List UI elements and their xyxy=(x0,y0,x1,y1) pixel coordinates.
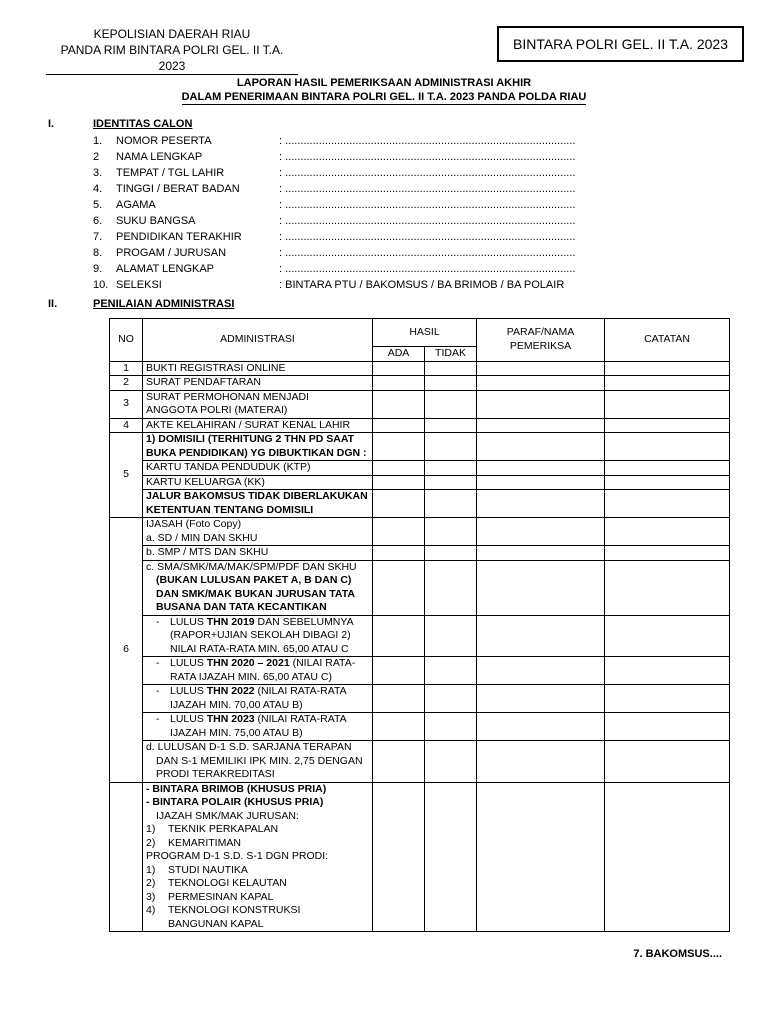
row-item-line: BUSANA DAN TATA KECANTIKAN xyxy=(156,601,327,613)
row-item-line: (RAPOR+UJIAN SEKOLAH DIBAGI 2) xyxy=(170,629,351,641)
cell-tidak[interactable] xyxy=(425,518,477,546)
cell-catatan[interactable] xyxy=(605,685,730,713)
cell-catatan[interactable] xyxy=(605,546,730,561)
cell-catatan[interactable] xyxy=(605,713,730,741)
org-header xyxy=(46,26,298,75)
cell-tidak[interactable] xyxy=(425,390,477,418)
cell-catatan[interactable] xyxy=(605,361,730,376)
row-item-line: BUKA PENDIDIKAN) YG DIBUKTIKAN DGN : xyxy=(146,446,367,459)
row-item: BUKTI REGISTRASI ONLINE xyxy=(143,361,373,376)
title-line1: LAPORAN HASIL PEMERIKSAAN ADMINISTRASI AKHIR xyxy=(236,77,532,89)
cell-ada[interactable] xyxy=(373,685,425,713)
cell-ada[interactable] xyxy=(373,418,425,433)
text-bold: THN 2023 xyxy=(206,713,255,725)
header-administrasi: ADMINISTRASI xyxy=(143,319,373,362)
row-item-line xyxy=(146,864,369,878)
identity-value: : ............................................................................................... xyxy=(279,263,576,275)
row-item-line: 1) DOMISILI (TERHITUNG 2 THN PD SAAT xyxy=(146,433,355,445)
cell-tidak[interactable] xyxy=(425,741,477,783)
cell-paraf[interactable] xyxy=(477,461,605,476)
row-item: AKTE KELAHIRAN / SURAT KENAL LAHIR xyxy=(143,418,373,433)
table-row xyxy=(110,361,730,376)
table-row xyxy=(110,713,730,741)
row-item-line: IJAZAH MIN. 70,00 ATAU B) xyxy=(170,698,303,711)
table-row xyxy=(110,475,730,490)
row-number xyxy=(110,782,143,932)
list-text-cont: BANGUNAN KAPAL xyxy=(168,917,264,930)
row-item-line: DAN S-1 MEMILIKI IPK MIN. 2,75 DENGAN xyxy=(156,754,363,767)
dash-mark: - xyxy=(156,685,160,697)
row-item-line: SURAT PERMOHONAN MENJADI xyxy=(146,390,309,403)
text-bold: THN 2022 xyxy=(206,685,255,697)
cell-tidak[interactable] xyxy=(425,376,477,391)
header-hasil: HASIL xyxy=(373,319,477,347)
identity-num: 9. xyxy=(93,263,103,275)
row-item-line xyxy=(146,837,369,851)
dash-mark: - xyxy=(156,615,160,628)
cell-catatan[interactable] xyxy=(605,475,730,490)
cell-tidak[interactable] xyxy=(425,657,477,685)
identity-value: : ............................................................................................... xyxy=(279,199,576,211)
header-no: NO xyxy=(110,319,143,362)
identity-value: : ............................................................................................... xyxy=(279,215,576,227)
row-item-line: d. LULUSAN D-1 S.D. SARJANA TERAPAN xyxy=(146,741,352,753)
row-item: KARTU TANDA PENDUDUK (KTP) xyxy=(143,461,373,476)
identity-label: TINGGI / BERAT BADAN xyxy=(116,183,240,195)
section1-num: I. xyxy=(48,118,55,130)
cell-paraf[interactable] xyxy=(477,390,605,418)
cell-ada[interactable] xyxy=(373,741,425,783)
header-ada: ADA xyxy=(373,347,425,362)
cell-tidak[interactable] xyxy=(425,475,477,490)
org-line2: PANDA RIM BINTARA POLRI GEL. II T.A. 2023 xyxy=(46,42,298,75)
text-part: DAN SEBELUMNYA xyxy=(254,615,354,628)
row-item-line: a. SD / MIN DAN SKHU xyxy=(146,531,258,544)
identity-num: 1. xyxy=(93,135,103,147)
identity-value: : ............................................................................................... xyxy=(279,183,576,195)
document-title xyxy=(0,76,768,105)
row-number: 4 xyxy=(110,418,143,433)
row-item xyxy=(143,615,373,657)
text-part: (NILAI RATA- xyxy=(289,657,356,669)
cell-paraf[interactable] xyxy=(477,518,605,546)
row-item-line: - BINTARA BRIMOB (KHUSUS PRIA) xyxy=(146,782,327,795)
header-paraf-line1: PARAF/NAMA xyxy=(506,326,575,339)
row-item xyxy=(143,713,373,741)
row-item-line: JALUR BAKOMSUS TIDAK DIBERLAKUKAN xyxy=(146,490,368,502)
row-item xyxy=(143,390,373,418)
cell-paraf[interactable] xyxy=(477,615,605,657)
row-item-line xyxy=(146,823,369,837)
identity-num: 5. xyxy=(93,199,103,211)
cell-paraf[interactable] xyxy=(477,741,605,783)
row-number: 3 xyxy=(110,390,143,418)
table-row xyxy=(110,657,730,685)
box-label: BINTARA POLRI GEL. II T.A. 2023 xyxy=(497,26,744,62)
identity-label: NAMA LENGKAP xyxy=(116,151,203,163)
cell-paraf[interactable] xyxy=(477,713,605,741)
cell-tidak[interactable] xyxy=(425,490,477,518)
cell-tidak[interactable] xyxy=(425,560,477,615)
list-marker: 1) xyxy=(146,823,156,835)
cell-paraf[interactable] xyxy=(477,376,605,391)
dash-mark: - xyxy=(156,713,160,725)
row-item-line xyxy=(146,685,369,699)
cell-catatan[interactable] xyxy=(605,518,730,546)
cell-ada[interactable] xyxy=(373,390,425,418)
table-row xyxy=(110,685,730,713)
identity-num: 2 xyxy=(93,151,100,163)
row-item-line: PROGRAM D-1 S.D. S-1 DGN PRODI: xyxy=(146,850,329,862)
table-row xyxy=(110,518,730,546)
cell-paraf[interactable] xyxy=(477,657,605,685)
row-item: b. SMP / MTS DAN SKHU xyxy=(143,546,373,561)
list-text: TEKNOLOGI KELAUTAN xyxy=(168,877,287,889)
header-tidak: TIDAK xyxy=(425,347,477,362)
list-marker: 2) xyxy=(146,877,156,889)
identity-value: : ............................................................................................... xyxy=(279,151,576,163)
identity-label: SELEKSI xyxy=(116,279,162,291)
table-row xyxy=(110,490,730,518)
text-part: (NILAI RATA-RATA xyxy=(254,713,347,725)
cell-catatan[interactable] xyxy=(605,782,730,932)
row-item-line xyxy=(146,616,369,630)
row-item-line: ANGGOTA POLRI (MATERAI) xyxy=(146,404,288,416)
cell-tidak[interactable] xyxy=(425,418,477,433)
cell-paraf[interactable] xyxy=(477,560,605,615)
row-item-line: KETENTUAN TENTANG DOMISILI xyxy=(146,503,314,516)
row-item xyxy=(143,518,373,546)
section2-num: II. xyxy=(48,298,58,310)
row-item-line: PRODI TERAKREDITASI xyxy=(156,768,275,780)
cell-tidak[interactable] xyxy=(425,713,477,741)
cell-catatan[interactable] xyxy=(605,741,730,783)
cell-tidak[interactable] xyxy=(425,782,477,932)
row-item xyxy=(143,433,373,461)
cell-catatan[interactable] xyxy=(605,418,730,433)
table-row xyxy=(110,741,730,783)
row-item-line: DAN SMK/MAK BUKAN JURUSAN TATA xyxy=(156,587,355,600)
list-text: STUDI NAUTIKA xyxy=(168,863,248,876)
text-part: LULUS xyxy=(170,657,207,669)
identity-num: 7. xyxy=(93,231,103,243)
cell-catatan[interactable] xyxy=(605,433,730,461)
identity-value: : ............................................................................................... xyxy=(279,231,576,243)
row-item-line: c. SMA/SMK/MA/MAK/SPM/PDF DAN SKHU xyxy=(146,560,357,573)
section2-title: PENILAIAN ADMINISTRASI xyxy=(93,298,235,310)
header-catatan: CATATAN xyxy=(605,319,730,362)
identity-num: 3. xyxy=(93,167,103,179)
list-text: PERMESINAN KAPAL xyxy=(168,890,274,903)
header-paraf-line2: PEMERIKSA xyxy=(509,339,572,352)
table-row xyxy=(110,461,730,476)
row-item xyxy=(143,657,373,685)
cell-ada[interactable] xyxy=(373,475,425,490)
text-bold: THN 2020 – 2021 xyxy=(206,657,290,669)
identity-num: 6. xyxy=(93,215,103,227)
list-marker: 3) xyxy=(146,890,156,903)
administration-table xyxy=(109,318,730,932)
cell-ada[interactable] xyxy=(373,376,425,391)
cell-tidak[interactable] xyxy=(425,615,477,657)
list-text: TEKNIK PERKAPALAN xyxy=(168,823,279,835)
cell-paraf[interactable] xyxy=(477,782,605,932)
continuation-note: 7. BAKOMSUS.... xyxy=(633,948,722,960)
identity-label: PROGAM / JURUSAN xyxy=(116,247,227,259)
section1-title: IDENTITAS CALON xyxy=(93,118,193,130)
text-part: (NILAI RATA-RATA xyxy=(254,685,347,697)
list-marker: 4) xyxy=(146,904,156,916)
row-item-line xyxy=(146,891,369,905)
cell-tidak[interactable] xyxy=(425,546,477,561)
row-item: KARTU KELUARGA (KK) xyxy=(143,475,373,490)
row-item xyxy=(143,560,373,615)
row-number: 2 xyxy=(110,376,143,391)
header-paraf xyxy=(477,319,605,362)
cell-catatan[interactable] xyxy=(605,461,730,476)
identity-value: : ............................................................................................... xyxy=(279,135,576,147)
identity-label: SUKU BANGSA xyxy=(116,215,196,227)
cell-ada[interactable] xyxy=(373,560,425,615)
cell-catatan[interactable] xyxy=(605,615,730,657)
row-item-line: IJAZAH MIN. 75,00 ATAU B) xyxy=(170,726,303,739)
cell-paraf[interactable] xyxy=(477,433,605,461)
table-row xyxy=(110,390,730,418)
row-item xyxy=(143,490,373,518)
cell-catatan[interactable] xyxy=(605,390,730,418)
cell-catatan[interactable] xyxy=(605,376,730,391)
cell-paraf[interactable] xyxy=(477,361,605,376)
identity-label: AGAMA xyxy=(116,199,156,211)
row-number: 6 xyxy=(110,518,143,783)
row-item xyxy=(143,685,373,713)
text-part: LULUS xyxy=(170,685,207,697)
table-row xyxy=(110,376,730,391)
cell-tidak[interactable] xyxy=(425,685,477,713)
cell-ada[interactable] xyxy=(373,782,425,932)
row-item-line: IJAZAH SMK/MAK JURUSAN: xyxy=(156,809,299,822)
text-part: LULUS xyxy=(170,713,207,725)
cell-tidak[interactable] xyxy=(425,461,477,476)
title-line2: DALAM PENERIMAAN BINTARA POLRI GEL. II T.A. 2023 PANDA POLDA RIAU xyxy=(181,91,587,103)
table-row xyxy=(110,418,730,433)
row-item xyxy=(143,782,373,932)
table-row xyxy=(110,433,730,461)
cell-catatan[interactable] xyxy=(605,490,730,518)
cell-ada[interactable] xyxy=(373,361,425,376)
cell-catatan[interactable] xyxy=(605,657,730,685)
cell-tidak[interactable] xyxy=(425,361,477,376)
row-item-line: - BINTARA POLAIR (KHUSUS PRIA) xyxy=(146,796,324,808)
cell-paraf[interactable] xyxy=(477,475,605,490)
identity-label: TEMPAT / TGL LAHIR xyxy=(116,167,225,179)
cell-ada[interactable] xyxy=(373,615,425,657)
identity-label: PENDIDIKAN TERAKHIR xyxy=(116,231,242,243)
row-number: 5 xyxy=(110,433,143,518)
identity-value: : ............................................................................................... xyxy=(279,247,576,259)
cell-tidak[interactable] xyxy=(425,433,477,461)
cell-ada[interactable] xyxy=(373,518,425,546)
table-row xyxy=(110,560,730,615)
row-item xyxy=(143,741,373,783)
identity-num: 8. xyxy=(93,247,103,259)
text-bold: THN 2019 xyxy=(206,615,255,628)
identity-num: 10. xyxy=(93,279,109,291)
text-part: LULUS xyxy=(170,615,207,628)
list-text: KEMARITIMAN xyxy=(168,836,241,849)
row-item-line xyxy=(146,657,369,671)
list-marker: 2) xyxy=(146,836,156,849)
cell-ada[interactable] xyxy=(373,490,425,518)
identity-value: : BINTARA PTU / BAKOMSUS / BA BRIMOB / BA POLAIR xyxy=(279,279,565,291)
cell-paraf[interactable] xyxy=(477,685,605,713)
identity-value: : ............................................................................................... xyxy=(279,167,576,179)
cell-ada[interactable] xyxy=(373,713,425,741)
cell-paraf[interactable] xyxy=(477,418,605,433)
identity-label: ALAMAT LENGKAP xyxy=(116,263,215,275)
cell-ada[interactable] xyxy=(373,433,425,461)
row-item-line xyxy=(146,904,369,931)
table-row xyxy=(110,546,730,561)
table-row xyxy=(110,782,730,932)
row-item-line: (BUKAN LULUSAN PAKET A, B DAN C) xyxy=(156,574,352,586)
list-text: TEKNOLOGI KONSTRUKSI xyxy=(168,904,301,916)
org-line1: KEPOLISIAN DAERAH RIAU xyxy=(93,27,251,41)
list-marker: 1) xyxy=(146,863,156,876)
cell-paraf[interactable] xyxy=(477,546,605,561)
row-item-line: NILAI RATA-RATA MIN. 65,00 ATAU C xyxy=(170,642,349,655)
row-number: 1 xyxy=(110,361,143,376)
table-header-row xyxy=(110,319,730,347)
cell-ada[interactable] xyxy=(373,461,425,476)
dash-mark: - xyxy=(156,657,160,669)
row-item-line xyxy=(146,713,369,727)
cell-ada[interactable] xyxy=(373,657,425,685)
cell-paraf[interactable] xyxy=(477,490,605,518)
row-item-line xyxy=(146,877,369,891)
table-row xyxy=(110,615,730,657)
row-item: SURAT PENDAFTARAN xyxy=(143,376,373,391)
identity-label: NOMOR PESERTA xyxy=(116,135,212,147)
cell-ada[interactable] xyxy=(373,546,425,561)
identity-num: 4. xyxy=(93,183,103,195)
cell-catatan[interactable] xyxy=(605,560,730,615)
row-item-line: RATA IJAZAH MIN. 65,00 ATAU C) xyxy=(170,670,333,683)
row-item-line: IJASAH (Foto Copy) xyxy=(146,518,242,530)
